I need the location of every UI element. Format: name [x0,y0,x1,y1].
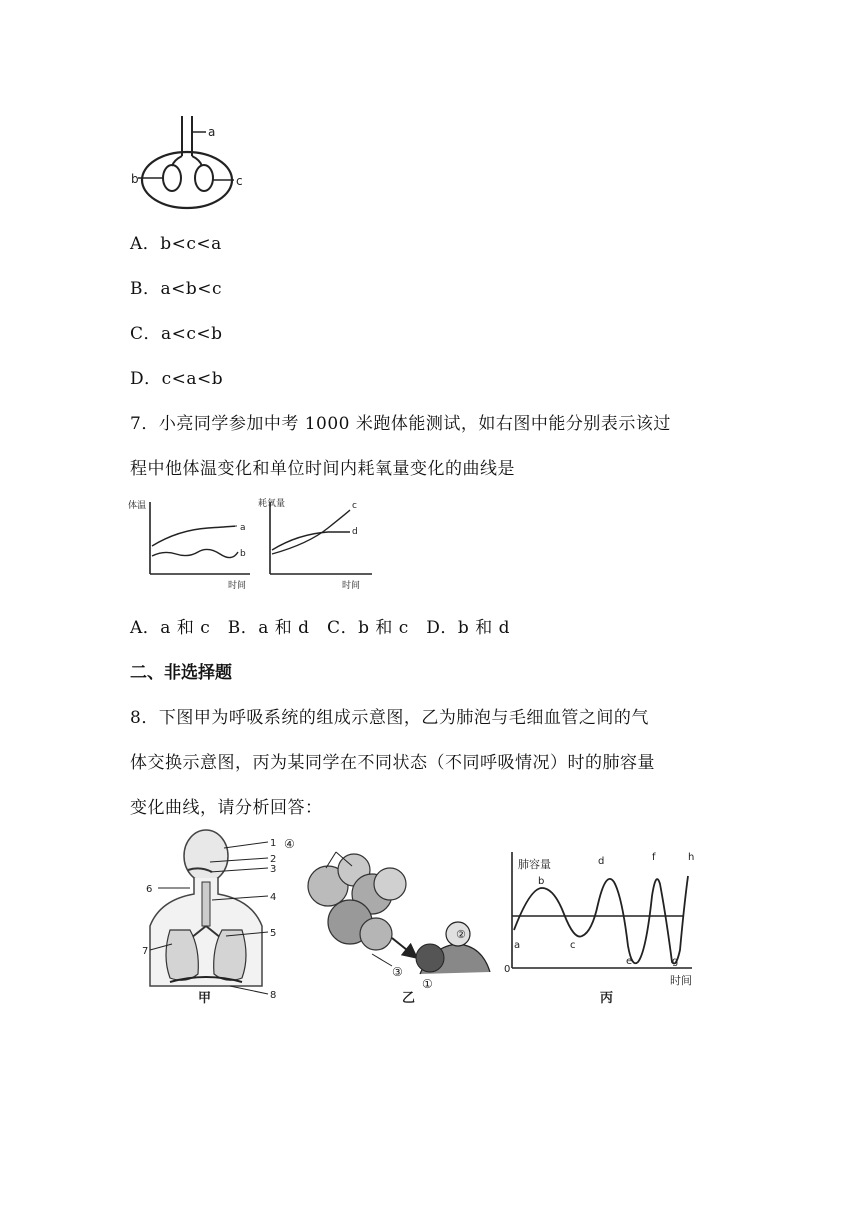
jia-label-5: 5 [270,928,277,939]
bing-point-g: g [672,956,679,967]
bing-point-e: e [626,956,633,967]
bing-ylabel: 肺容量 [518,858,551,871]
right-ylabel: 耗氧量 [258,499,286,509]
q8-respiratory-figure [140,826,710,1010]
yi-label-3: ③ [392,965,403,979]
jia-label-4: 4 [270,892,277,903]
label-a: a [208,125,216,139]
jia-label-2: 2 [270,854,277,865]
q7-options: A．a 和 c B．a 和 d C．b 和 c D．b 和 d [130,618,510,638]
bing-curve [514,876,688,964]
q7-curves-figure [128,492,388,592]
bing-point-d: d [598,856,605,867]
q6-option-b: B．a<b<c [130,279,223,299]
q6-option-c: C．a<c<b [130,324,223,344]
q7-stem-line1: 7．小亮同学参加中考 1000 米跑体能测试，如右图中能分别表示该过 [130,414,671,434]
q8-stem-line2: 体交换示意图，丙为某同学在不同状态（不同呼吸情况）时的肺容量 [130,753,655,773]
bing-point-b: b [538,876,545,887]
q8-stem-line3: 变化曲线，请分析回答： [130,798,323,818]
bing-point-h: h [688,852,695,863]
q7-charts [128,492,388,592]
jia-label-3: 3 [270,864,277,875]
label-b: b [131,172,139,186]
bing-caption: 丙 [600,991,614,1006]
bing-point-f: f [652,852,656,863]
bell-jar-lung-model-diagram [130,108,260,218]
label-c: c [236,174,243,188]
left-curve-b [152,549,238,557]
jia-label-8: 8 [270,990,277,1001]
jia-label-7: 7 [142,946,149,957]
jia-label-6: 6 [146,884,153,895]
q6-option-a: A．b<c<a [130,234,222,254]
fig-bing-lung-volume-chart [504,852,694,1006]
yi-caption: 乙 [402,991,416,1006]
q8-figure [140,826,710,1010]
yi-label-1: ① [422,977,433,991]
fig-yi-alveoli [284,837,490,1006]
q8-stem-line1: 8．下图甲为呼吸系统的组成示意图，乙为肺泡与毛细血管之间的气 [130,708,649,728]
q6-option-d: D．c<a<b [130,369,224,389]
yi-label-4: ④ [284,837,295,851]
bing-xlabel: 时间 [670,974,692,987]
right-curve-d [272,532,350,550]
left-curve-a [152,526,236,546]
section-title: 二、非选择题 [130,663,232,683]
bing-point-c: c [570,940,576,951]
right-series-c: c [352,501,357,511]
fig-jia-respiratory-system [142,830,276,1006]
left-ylabel: 体温 [128,501,147,511]
left-series-a: a [240,523,246,533]
bing-origin: 0 [504,964,511,975]
right-series-d: d [352,527,358,537]
jia-label-1: 1 [270,838,277,849]
jia-caption: 甲 [198,991,212,1006]
yi-label-2: ② [456,928,466,941]
left-xlabel: 时间 [228,581,247,591]
q7-stem-line2: 程中他体温变化和单位时间内耗氧量变化的曲线是 [130,459,515,479]
q6-figure [130,108,260,218]
right-xlabel: 时间 [342,581,361,591]
bing-point-a: a [514,940,521,951]
left-series-b: b [240,549,246,559]
